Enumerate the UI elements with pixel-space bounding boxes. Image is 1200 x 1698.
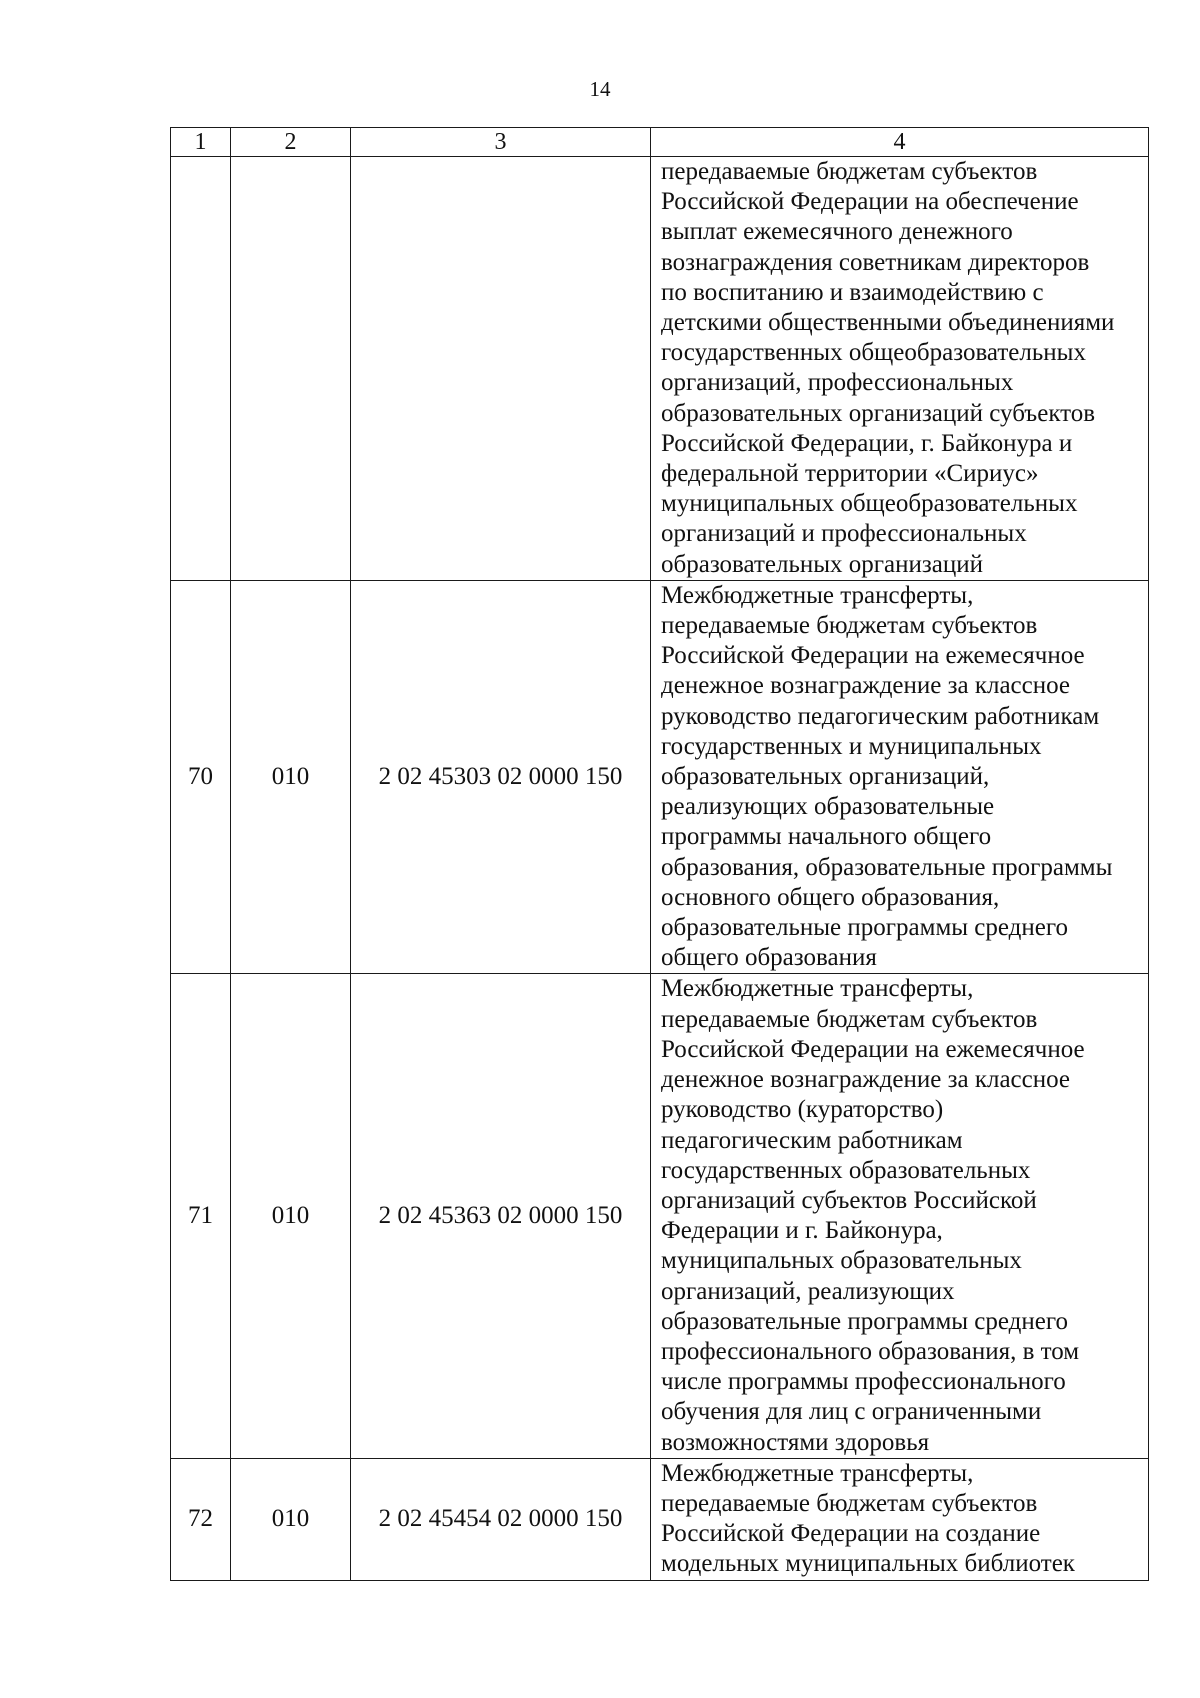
description-line: федеральной территории «Сириус» — [661, 460, 1039, 488]
description-line: организаций, реализующих — [661, 1277, 955, 1305]
description-line: организаций, профессиональных — [661, 369, 1014, 397]
description-line: вознаграждения советникам директоров — [661, 248, 1090, 276]
description-line: передаваемые бюджетам субъектов — [661, 1489, 1038, 1517]
table-row — [171, 580, 1149, 974]
description-line: Российской Федерации на ежемесячное — [661, 1035, 1085, 1063]
description-line: модельных муниципальных библиотек — [661, 1550, 1075, 1578]
budget-classification-code-cell: 2 02 45363 02 0000 150 — [351, 974, 651, 1458]
description-line: образовательные программы среднего — [661, 1307, 1068, 1335]
description-line: обучения для лиц с ограниченными — [661, 1398, 1042, 1426]
description-line: государственных и муниципальных — [661, 732, 1042, 760]
description-line: организаций субъектов Российской — [661, 1186, 1037, 1214]
column-header-2: 2 — [231, 128, 351, 157]
page-number: 14 — [589, 77, 611, 101]
description-cell — [651, 974, 1149, 1458]
description-line: образовательные программы среднего — [661, 914, 1068, 942]
description-line: образовательных организаций — [661, 550, 984, 578]
description-cell — [651, 157, 1149, 581]
description-line: государственных общеобразовательных — [661, 339, 1086, 367]
row-number-cell: 70 — [171, 580, 231, 974]
description-line: Межбюджетные трансферты, — [661, 581, 974, 609]
description-line: выплат ежемесячного денежного — [661, 218, 1013, 246]
description-line: Межбюджетные трансферты, — [661, 975, 974, 1003]
column-header-1: 1 — [171, 128, 231, 157]
table-row — [171, 974, 1149, 1458]
description-line: государственных образовательных — [661, 1156, 1031, 1184]
description-line: педагогическим работникам — [661, 1126, 963, 1154]
description-line: программы начального общего — [661, 823, 992, 851]
description-line: муниципальных общеобразовательных — [661, 490, 1078, 518]
description-line: передаваемые бюджетам субъектов — [661, 158, 1038, 185]
admin-code-cell: 010 — [231, 974, 351, 1458]
description-line: профессионального образования, в том — [661, 1337, 1080, 1365]
budget-classification-code-cell: 2 02 45303 02 0000 150 — [351, 580, 651, 974]
description-line: руководство педагогическим работникам — [661, 702, 1100, 730]
description-cell — [651, 1458, 1149, 1580]
description-line: денежное вознаграждение за классное — [661, 672, 1071, 700]
budget-classification-code-cell: 2 02 45454 02 0000 150 — [351, 1458, 651, 1580]
description-line: Межбюджетные трансферты, — [661, 1459, 974, 1487]
description-line: образования, образовательные программы — [661, 853, 1113, 881]
budget-classification-code-cell — [351, 157, 651, 581]
description-line: Федерации и г. Байконура, — [661, 1217, 943, 1245]
row-number-cell — [171, 157, 231, 581]
description-line: организаций и профессиональных — [661, 520, 1027, 548]
description-cell — [651, 580, 1149, 974]
description-line: детскими общественными объединениями — [661, 309, 1115, 337]
description-line: Российской Федерации на создание — [661, 1520, 1041, 1548]
table-row — [171, 1458, 1149, 1580]
row-number-cell: 72 — [171, 1458, 231, 1580]
description-line: образовательных организаций, — [661, 763, 990, 791]
description-line: реализующих образовательные — [661, 793, 995, 821]
admin-code-cell — [231, 157, 351, 581]
description-line: числе программы профессионального — [661, 1368, 1066, 1396]
description-line: образовательных организаций субъектов — [661, 399, 1096, 427]
description-line: муниципальных образовательных — [661, 1247, 1022, 1275]
column-header-4: 4 — [651, 128, 1149, 157]
description-line: передаваемые бюджетам субъектов — [661, 612, 1038, 640]
description-line: руководство (кураторство) — [661, 1096, 944, 1124]
description-line: возможностями здоровья — [661, 1428, 930, 1456]
column-header-3: 3 — [351, 128, 651, 157]
table-row — [171, 157, 1149, 581]
description-line: Российской Федерации, г. Байконура и — [661, 429, 1073, 457]
table-header-row — [171, 128, 1149, 157]
description-line: по воспитанию и взаимодействию с — [661, 278, 1044, 306]
description-line: Российской Федерации на обеспечение — [661, 188, 1079, 216]
admin-code-cell: 010 — [231, 1458, 351, 1580]
row-number-cell: 71 — [171, 974, 231, 1458]
budget-table — [170, 127, 1149, 1581]
description-line: общего образования — [661, 944, 877, 972]
description-line: основного общего образования, — [661, 883, 1000, 911]
description-line: Российской Федерации на ежемесячное — [661, 642, 1085, 670]
table-body — [171, 128, 1149, 1581]
admin-code-cell: 010 — [231, 580, 351, 974]
description-line: передаваемые бюджетам субъектов — [661, 1005, 1038, 1033]
description-line: денежное вознаграждение за классное — [661, 1066, 1071, 1094]
